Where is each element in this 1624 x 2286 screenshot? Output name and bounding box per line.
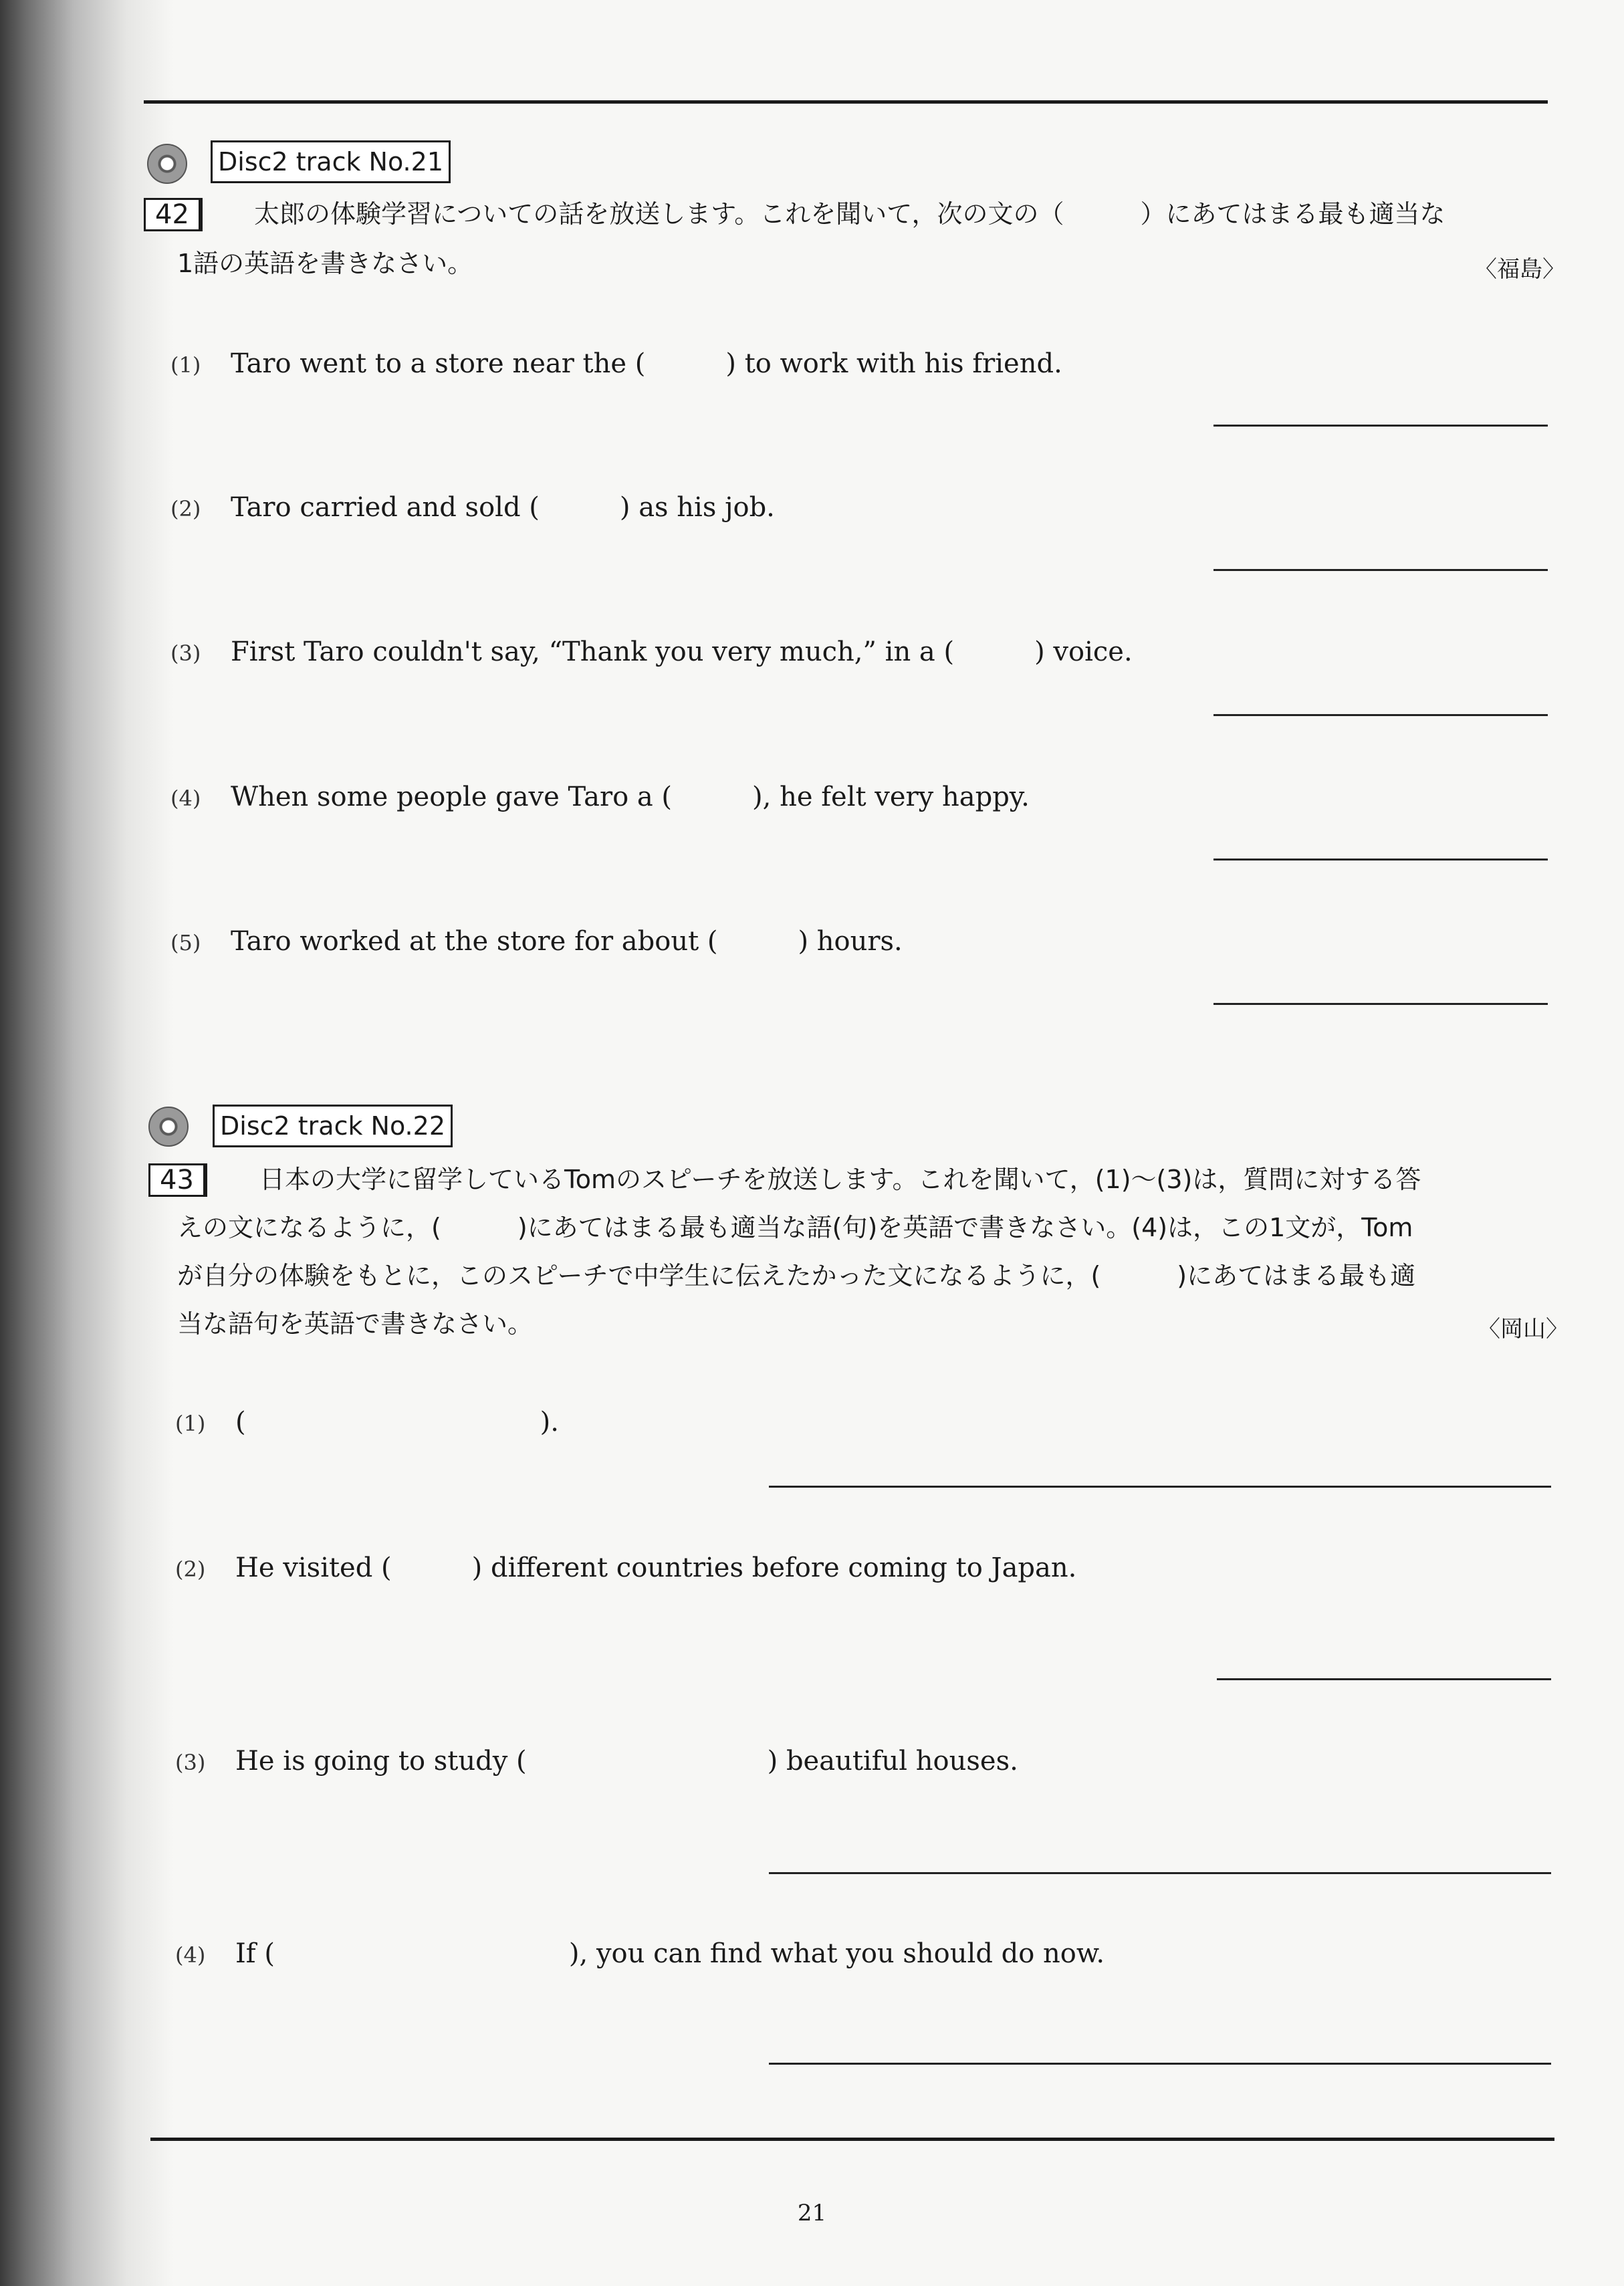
item-text: When some people gave Taro a ( ), he felt very happy.	[231, 782, 1030, 812]
instruction-line: が自分の体験をもとに，このスピーチで中学生に伝えたかった文になるように，( )にあてはまる最も適	[177, 1261, 1416, 1290]
cd-icon	[147, 144, 187, 184]
page-number: 21	[797, 2200, 827, 2226]
bottom-rule	[150, 2138, 1554, 2141]
question-item	[170, 631, 1133, 669]
item-number: (2)	[170, 496, 201, 522]
answer-line[interactable]	[769, 1486, 1551, 1488]
question-item	[170, 920, 903, 958]
top-rule	[144, 100, 1548, 104]
item-text: He is going to study ( ) beautiful houses.	[235, 1746, 1018, 1777]
item-text: He visited ( ) different countries before coming to Japan.	[235, 1553, 1077, 1583]
question-item	[170, 776, 1030, 814]
answer-line[interactable]	[1213, 1003, 1548, 1005]
item-text: ( ).	[235, 1407, 559, 1438]
track-label: Disc2 track No.21	[211, 140, 451, 183]
track-label: Disc2 track No.22	[213, 1105, 453, 1147]
item-number: (3)	[170, 641, 201, 666]
item-number: (1)	[175, 1411, 206, 1436]
item-number: (1)	[170, 352, 201, 378]
binding-shadow	[0, 0, 174, 2286]
question-item	[175, 1740, 1018, 1778]
answer-line[interactable]	[1213, 714, 1548, 716]
question-item	[175, 1932, 1105, 1970]
source-label: 〈岡山〉	[1478, 1316, 1569, 1343]
source-label: 〈福島〉	[1474, 256, 1565, 283]
item-number: (4)	[170, 786, 201, 811]
item-number: (2)	[175, 1557, 206, 1582]
instruction-line: 当な語句を英語で書きなさい。	[177, 1309, 534, 1339]
question-item	[170, 486, 775, 524]
item-text: Taro carried and sold ( ) as his job.	[231, 492, 775, 523]
instruction-line: 日本の大学に留学しているTomのスピーチを放送します。これを聞いて，(1)〜(3)は，質問に対する答	[259, 1165, 1421, 1194]
answer-line[interactable]	[769, 1872, 1551, 1874]
answer-line[interactable]	[1213, 569, 1548, 571]
instruction-line: えの文になるように，( )にあてはまる最も適当な語(句)を英語で書きなさい。(4)は，この1文が，Tom	[177, 1213, 1413, 1242]
question-number: 42	[144, 198, 203, 231]
answer-line[interactable]	[769, 2063, 1551, 2065]
cd-icon	[148, 1107, 189, 1147]
item-number: (4)	[175, 1942, 206, 1968]
question-item	[175, 1401, 559, 1439]
answer-line[interactable]	[1213, 859, 1548, 861]
instruction-line: 1語の英語を書きなさい。	[177, 249, 473, 278]
instruction-line: 太郎の体験学習についての話を放送します。これを聞いて，次の文の（ ）にあてはまる最も適当な	[254, 199, 1445, 229]
answer-line[interactable]	[1213, 425, 1548, 427]
item-text: Taro went to a store near the ( ) to work with his friend.	[231, 348, 1062, 379]
question-number: 43	[148, 1163, 207, 1197]
item-number: (5)	[170, 930, 201, 955]
item-number: (3)	[175, 1750, 206, 1775]
item-text: Taro worked at the store for about ( ) hours.	[231, 926, 903, 957]
question-item	[170, 342, 1062, 380]
answer-line[interactable]	[1217, 1678, 1551, 1680]
question-item	[175, 1547, 1076, 1585]
item-text: If ( ), you can find what you should do now.	[235, 1938, 1105, 1969]
item-text: First Taro couldn't say, “Thank you very much,” in a ( ) voice.	[231, 637, 1133, 667]
